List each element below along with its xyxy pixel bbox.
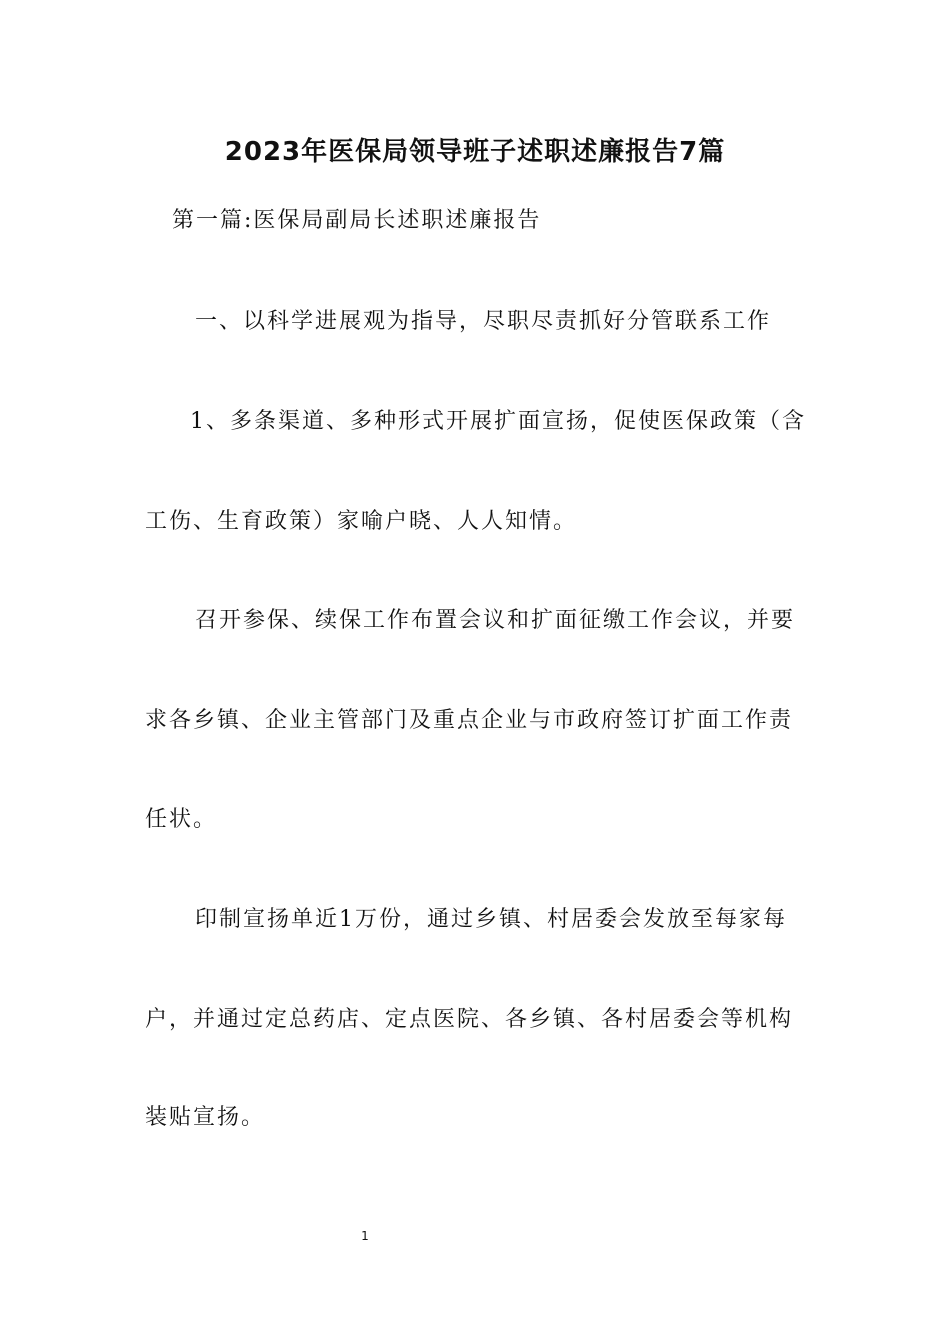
page-number: 1 — [361, 1229, 369, 1243]
paragraph-line: 户，并通过定总药店、定点医院、各乡镇、各村居委会等机构 — [145, 1007, 794, 1032]
paragraph-line: 装贴宣扬。 — [145, 1105, 266, 1130]
section-heading: 第一篇:医保局副局长述职述廉报告 — [172, 208, 542, 233]
paragraph-line: 召开参保、续保工作布置会议和扩面征缴工作会议，并要 — [195, 608, 796, 633]
document-title: 2023年医保局领导班子述职述廉报告7篇 — [224, 137, 726, 167]
paragraph-line: 工伤、生育政策）家喻户晓、人人知情。 — [145, 509, 578, 534]
paragraph-line: 印制宣扬单近1万份，通过乡镇、村居委会发放至每家每 — [195, 907, 787, 932]
paragraph-line: 1、多条渠道、多种形式开展扩面宣扬，促使医保政策（含 — [190, 409, 806, 434]
paragraph-line: 求各乡镇、企业主管部门及重点企业与市政府签订扩面工作责 — [145, 708, 794, 733]
paragraph-heading: 一、以科学进展观为指导，尽职尽责抓好分管联系工作 — [195, 309, 772, 334]
paragraph-line: 任状。 — [145, 807, 218, 832]
